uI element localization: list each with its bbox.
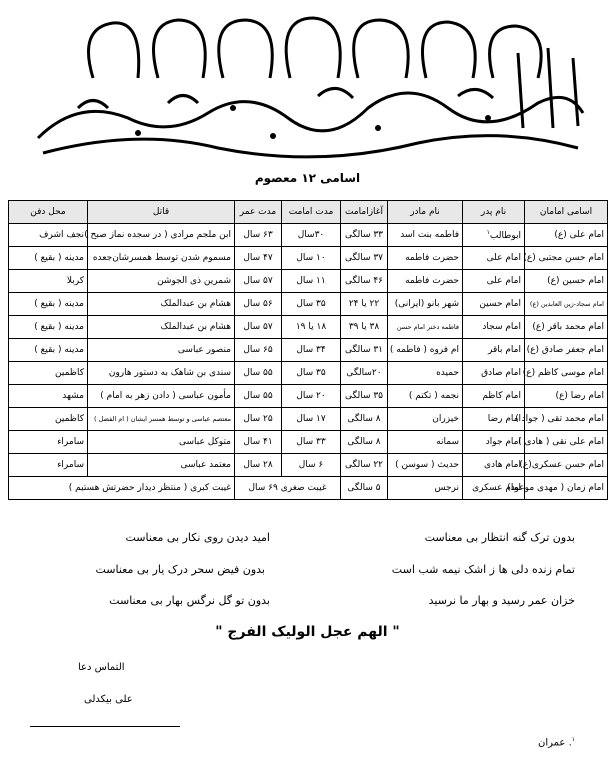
signature-line-2: علی بیکدلی [84, 694, 133, 705]
duration-cell: ۶ سال [282, 454, 341, 477]
table-header-row [9, 201, 608, 224]
killer-cell: شمرین ذی الجوشن [88, 270, 235, 293]
mother-cell: نجمه ( تکتم ) [388, 385, 463, 408]
father-cell: امام کاظم [463, 385, 525, 408]
killer-cell: ابن ملجم مرادی ( در سجده نماز صبح ) [88, 224, 235, 247]
mother-cell: ام فروه ( فاطمه ) [388, 339, 463, 362]
mother-cell: سمانه [388, 431, 463, 454]
burial-cell: مشهد [9, 385, 88, 408]
mother-cell: حدیث ( سوسن ) [388, 454, 463, 477]
father-cell: امام سجاد [463, 316, 525, 339]
killer-cell: معتمد عباسی [88, 454, 235, 477]
father-cell: ابوطالب$^۱$ [463, 224, 525, 247]
duration-cell: ۳۵ سال [282, 293, 341, 316]
imam-name-cell: امام حسن مجتبی (ع) [525, 247, 608, 270]
table-row [9, 339, 608, 362]
imam-name-cell: امام موسی کاظم (ع) [525, 362, 608, 385]
table-row [9, 431, 608, 454]
start-cell: ۸ سالگی [341, 431, 388, 454]
imam-name-cell: امام حسین (ع) [525, 270, 608, 293]
imam-name-cell: امام علی (ع) [525, 224, 608, 247]
duration-cell: ۳۳ سال [282, 431, 341, 454]
column-header: نام مادر [388, 201, 463, 224]
start-cell: ۸ سالگی [341, 408, 388, 431]
poem-line-1-left: امید دیدن روی نکار بی معناست [125, 531, 270, 544]
start-cell: ۴۶ سالگی [341, 270, 388, 293]
age-cell: ۶۵ سال [235, 339, 282, 362]
killer-cell: مسموم شدن توسط همسرشان‌جعده [88, 247, 235, 270]
signature-line-1: التماس دعا [78, 662, 125, 673]
bismillah-calligraphy-logo [18, 8, 598, 168]
dua-heading: " الهم عجل الولیک الفرج " [215, 624, 400, 640]
column-header: نام پدر [463, 201, 525, 224]
start-cell: ۳۸ یا ۳۹ [341, 316, 388, 339]
mother-cell: حضرت فاطمه [388, 247, 463, 270]
column-header: اسامی امامان [525, 201, 608, 224]
duration-cell: ۱۰ سال [282, 247, 341, 270]
father-cell: امام علی [463, 247, 525, 270]
father-cell: امام علی [463, 270, 525, 293]
start-cell: ۳۵ سالگی [341, 385, 388, 408]
killer-cell: متوکل عباسی [88, 431, 235, 454]
killer-cell: معتصم عباسی و توسط همسر ایشان ( ام الفضل ) [88, 408, 235, 431]
footnote-separator [30, 726, 180, 727]
father-cell: امام هادی [463, 454, 525, 477]
poem-line-2-right: تمام زنده دلی ها ز اشک نیمه شب است [391, 563, 575, 576]
duration-cell: ۱۸ یا ۱۹ [282, 316, 341, 339]
father-cell: امام رضا [463, 408, 525, 431]
burial-cell: مدینه ( بقیع ) [9, 339, 88, 362]
age-cell: ۲۸ سال [235, 454, 282, 477]
age-cell: ۴۱ سال [235, 431, 282, 454]
killer-cell: مأمون عباسی ( دادن زهر به امام ) [88, 385, 235, 408]
poem-line-1-right: بدون ترک گنه انتظار بی معناست [424, 531, 575, 544]
start-cell: ۲۲ سالگی [341, 454, 388, 477]
duration-cell: ۲۰ سال [282, 385, 341, 408]
table-row [9, 270, 608, 293]
table-row [9, 247, 608, 270]
father-cell: امام عسکری [463, 477, 525, 500]
start-cell: ۲۰سالگی [341, 362, 388, 385]
table-row [9, 454, 608, 477]
column-header: محل دفن [9, 201, 88, 224]
killer-cell: هشام بن عبدالملک [88, 293, 235, 316]
duration-cell: ۱۱ سال [282, 270, 341, 293]
imam-name-cell: امام محمد تقی ( جواد ) [525, 408, 608, 431]
imam-name-cell: امام جعفر صادق (ع) [525, 339, 608, 362]
table-row [9, 224, 608, 247]
age-cell: ۶۳ سال [235, 224, 282, 247]
major-occultation-cell: غیبت کبری ( منتظر دیدار حضرتش هستیم ) [9, 477, 235, 500]
killer-cell: منصور عباسی [88, 339, 235, 362]
imam-name-cell: امام محمد باقر (ع) [525, 316, 608, 339]
column-header: مدت امامت [282, 201, 341, 224]
start-cell: ۳۷ سالگی [341, 247, 388, 270]
age-cell: ۵۵ سال [235, 385, 282, 408]
burial-cell: نجف اشرف [9, 224, 88, 247]
table-row [9, 293, 608, 316]
mother-cell: خیزران [388, 408, 463, 431]
burial-cell: مدینه ( بقیع ) [9, 293, 88, 316]
burial-cell: کاظمین [9, 362, 88, 385]
column-header: آغازامامت [341, 201, 388, 224]
age-cell: ۵۷ سال [235, 270, 282, 293]
mother-cell: نرجس [388, 477, 463, 500]
age-cell: ۲۵ سال [235, 408, 282, 431]
poem-line-2-left: بدون فیض سحر درک یار بی معناست [95, 563, 265, 576]
imam-name-cell: امام علی نقی ( هادی ) [525, 431, 608, 454]
page-title: اسامی ۱۲ معصوم [254, 171, 361, 185]
poem-line-3-left: بدون تو گل نرگس بهار بی معناست [109, 594, 270, 607]
burial-cell: کربلا [9, 270, 88, 293]
footnote-ref: ۱ [486, 229, 490, 236]
burial-cell: مدینه ( بقیع ) [9, 316, 88, 339]
father-cell: امام باقر [463, 339, 525, 362]
poem-line-3-right: خزان عمر رسید و بهار ما نرسید [428, 594, 575, 607]
imam-name-cell: امام سجاد-زین العابدین (ع) [525, 293, 608, 316]
killer-cell: سندی بن شاهک به دستور هارون [88, 362, 235, 385]
age-cell: ۵۷ سال [235, 316, 282, 339]
father-cell: امام حسین [463, 293, 525, 316]
mother-cell: فاطمه دختر امام حسن [388, 316, 463, 339]
mother-cell: حضرت فاطمه [388, 270, 463, 293]
mother-cell: شهر بانو (ایرانی) [388, 293, 463, 316]
column-header: مدت عمر [235, 201, 282, 224]
age-cell: ۵۵ سال [235, 362, 282, 385]
table-row [9, 385, 608, 408]
imam-name-cell: امام رضا (ع) [525, 385, 608, 408]
duration-cell: ۱۷ سال [282, 408, 341, 431]
imam-name-cell: امام حسن عسکری(ع) [525, 454, 608, 477]
table-row [9, 362, 608, 385]
start-cell: ۲۲ یا ۲۴ [341, 293, 388, 316]
duration-cell: ۳۰سال [282, 224, 341, 247]
start-cell: ۳۳ سالگی [341, 224, 388, 247]
burial-cell: مدینه ( بقیع ) [9, 247, 88, 270]
duration-cell: ۳۵ سال [282, 362, 341, 385]
imams-table [8, 200, 608, 500]
mother-cell: حمیده [388, 362, 463, 385]
age-cell: ۴۷ سال [235, 247, 282, 270]
table-row [9, 316, 608, 339]
column-header: قاتل [88, 201, 235, 224]
table-row [9, 408, 608, 431]
minor-occultation-cell: غیبت صغری ۶۹ سال [235, 477, 341, 500]
burial-cell: کاظمین [9, 408, 88, 431]
imam-name-cell: امام زمان ( مهدی موعود) [525, 477, 608, 500]
burial-cell: سامراء [9, 431, 88, 454]
duration-cell: ۳۴ سال [282, 339, 341, 362]
age-cell: ۵۶ سال [235, 293, 282, 316]
start-cell: ۳۱ سالگی [341, 339, 388, 362]
father-cell: امام صادق [463, 362, 525, 385]
mother-cell: فاطمه بنت اسد [388, 224, 463, 247]
footnote: $^۱$. عمران [538, 736, 575, 749]
footnote-mark: ۱ [571, 736, 575, 743]
burial-cell: سامراء [9, 454, 88, 477]
table-row [9, 477, 608, 500]
start-cell: ۵ سالگی [341, 477, 388, 500]
father-cell: امام جواد [463, 431, 525, 454]
killer-cell: هشام بن عبدالملک [88, 316, 235, 339]
